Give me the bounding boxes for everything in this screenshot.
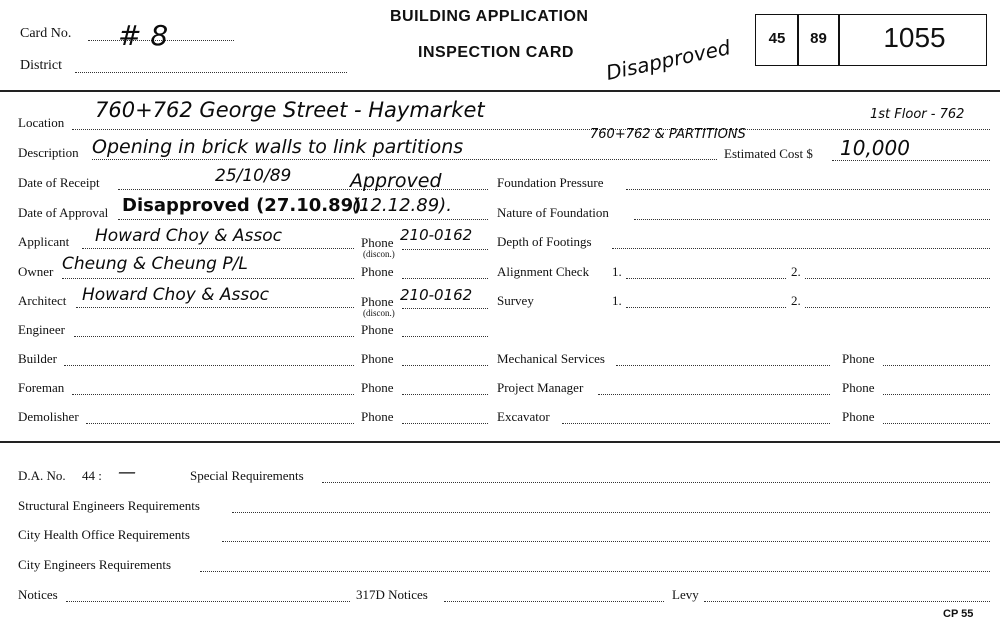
- title-line2: INSPECTION CARD: [418, 44, 574, 61]
- excavator-phone-line: [883, 423, 990, 424]
- approval-value: Disapproved (27.10.89).: [122, 195, 369, 216]
- notices-label: Notices: [18, 587, 58, 602]
- engineer-line: [74, 336, 354, 337]
- engineer-phone-label: Phone: [361, 322, 394, 337]
- foundation-pressure-line: [626, 189, 990, 190]
- depth-footings-line: [612, 248, 990, 249]
- foreman-line: [72, 394, 354, 395]
- project-manager-line: [598, 394, 830, 395]
- header-rule: [0, 90, 1000, 92]
- depth-footings-label: Depth of Footings: [497, 234, 592, 249]
- owner-phone-label: Phone: [361, 264, 394, 279]
- applicant-label: Applicant: [18, 234, 70, 249]
- alignment-num1: 1.: [612, 264, 622, 279]
- applicant-phone-value: 210-0162: [400, 226, 473, 244]
- alignment-line1: [626, 278, 786, 279]
- engineer-label: Engineer: [18, 322, 65, 337]
- structural-label: Structural Engineers Requirements: [18, 498, 200, 513]
- foreman-label: Foreman: [18, 380, 65, 395]
- demolisher-line: [86, 423, 354, 424]
- owner-label: Owner: [18, 264, 54, 279]
- location-line: [72, 129, 990, 130]
- disapproved-stamp-signature: Disapproved: [603, 35, 733, 85]
- survey-line2: [805, 307, 990, 308]
- engineer-phone-line: [402, 336, 488, 337]
- da-value: —: [118, 462, 136, 483]
- location-value: 760+762 George Street - Haymarket: [95, 98, 485, 122]
- location-note: 1st Floor - 762: [870, 107, 965, 122]
- receipt-value: 25/10/89: [215, 166, 292, 186]
- mechanical-phone-label: Phone: [842, 351, 875, 366]
- form-code: CP 55: [943, 608, 974, 620]
- architect-discon-note: (discon.): [363, 308, 395, 318]
- excavator-phone-label: Phone: [842, 409, 875, 424]
- estimated-cost-label: Estimated Cost $: [724, 146, 813, 161]
- owner-line: [62, 278, 354, 279]
- survey-num2: 2.: [791, 293, 801, 308]
- box-number-3: 1055: [883, 22, 946, 53]
- box-number-2: 89: [810, 30, 827, 47]
- foreman-phone-label: Phone: [361, 380, 394, 395]
- levy-label: Levy: [672, 587, 699, 602]
- special-requirements-label: Special Requirements: [190, 468, 304, 483]
- nature-foundation-line: [634, 219, 990, 220]
- city-engineers-label: City Engineers Requirements: [18, 557, 172, 572]
- builder-line: [64, 365, 354, 366]
- approved-date: (12.12.89).: [352, 195, 452, 216]
- architect-line: [76, 307, 354, 308]
- city-engineers-line: [200, 571, 990, 572]
- notices-317d-label: 317D Notices: [356, 587, 428, 602]
- architect-phone-line: [402, 308, 488, 309]
- section-rule: [0, 441, 1000, 443]
- approved-word: Approved: [350, 170, 442, 192]
- survey-num1: 1.: [612, 293, 622, 308]
- mechanical-phone-line: [883, 365, 990, 366]
- project-manager-phone-label: Phone: [842, 380, 875, 395]
- district-line: [75, 72, 347, 73]
- approval-label: Date of Approval: [18, 205, 109, 220]
- card-no-value: # 8: [118, 19, 169, 52]
- alignment-label: Alignment Check: [497, 264, 590, 279]
- excavator-label: Excavator: [497, 409, 550, 424]
- alignment-line2: [805, 278, 990, 279]
- da-number: 44 :: [82, 468, 102, 483]
- applicant-discon-note: (discon.): [363, 249, 395, 259]
- estimated-cost-value: 10,000: [840, 136, 910, 160]
- foreman-phone-line: [402, 394, 488, 395]
- mechanical-line: [616, 365, 830, 366]
- survey-label: Survey: [497, 293, 534, 308]
- demolisher-label: Demolisher: [18, 409, 79, 424]
- architect-phone-value: 210-0162: [400, 286, 473, 304]
- health-line: [222, 541, 990, 542]
- applicant-value: Howard Choy & Assoc: [95, 226, 282, 246]
- mechanical-label: Mechanical Services: [497, 351, 605, 366]
- applicant-phone-line: [402, 249, 488, 250]
- card-no-label: Card No.: [20, 26, 72, 41]
- foundation-pressure-label: Foundation Pressure: [497, 175, 604, 190]
- builder-label: Builder: [18, 351, 57, 366]
- description-note: 760+762 & PARTITIONS: [590, 127, 746, 142]
- builder-phone-line: [402, 365, 488, 366]
- structural-line: [232, 512, 990, 513]
- title-line1: BUILDING APPLICATION: [390, 8, 589, 25]
- project-manager-phone-line: [883, 394, 990, 395]
- alignment-num2: 2.: [791, 264, 801, 279]
- owner-value: Cheung & Cheung P/L: [62, 254, 248, 274]
- nature-foundation-label: Nature of Foundation: [497, 205, 609, 220]
- survey-line1: [626, 307, 786, 308]
- description-value: Opening in brick walls to link partitions: [92, 136, 464, 158]
- notices-line: [66, 601, 350, 602]
- owner-phone-line: [402, 278, 488, 279]
- description-label: Description: [18, 145, 79, 160]
- approval-line: [118, 219, 488, 220]
- project-manager-label: Project Manager: [497, 380, 584, 395]
- architect-phone-label: Phone: [361, 294, 394, 309]
- da-label: D.A. No.: [18, 468, 66, 483]
- location-label: Location: [18, 115, 65, 130]
- notices-317d-line: [444, 601, 664, 602]
- applicant-line: [82, 248, 354, 249]
- demolisher-phone-line: [402, 423, 488, 424]
- excavator-line: [562, 423, 830, 424]
- applicant-phone-label: Phone: [361, 235, 394, 250]
- demolisher-phone-label: Phone: [361, 409, 394, 424]
- special-requirements-line: [322, 482, 990, 483]
- receipt-label: Date of Receipt: [18, 175, 100, 190]
- levy-line: [704, 601, 990, 602]
- box-number-1: 45: [768, 30, 786, 47]
- description-line: [92, 159, 717, 160]
- health-label: City Health Office Requirements: [18, 527, 190, 542]
- architect-value: Howard Choy & Assoc: [82, 285, 269, 305]
- box-divider-2: [838, 14, 840, 66]
- builder-phone-label: Phone: [361, 351, 394, 366]
- estimated-cost-line: [832, 160, 990, 161]
- district-label: District: [20, 58, 62, 73]
- architect-label: Architect: [18, 293, 67, 308]
